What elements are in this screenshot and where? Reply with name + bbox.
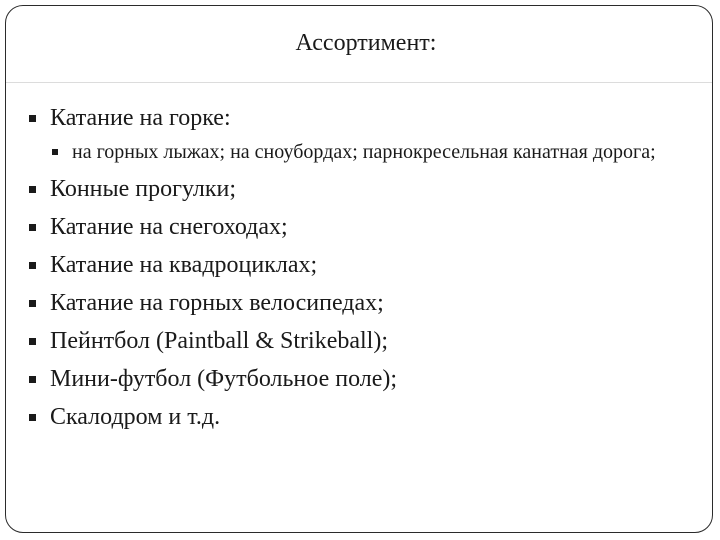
list-item-snowmobiles (28, 211, 698, 244)
square-bullet-icon (29, 300, 36, 307)
sub-list-item (50, 139, 698, 165)
sub-list (50, 139, 698, 165)
square-bullet-icon (29, 376, 36, 383)
list-item-label: Катание на снегоходах; (50, 214, 288, 240)
list-item-paintball (28, 325, 698, 358)
list-item-label: Конные прогулки; (50, 176, 237, 202)
square-bullet-icon (29, 224, 36, 231)
list-item-quad-bikes (28, 249, 698, 282)
list-item-label: Катание на квадроциклах; (50, 252, 318, 278)
list-item-mountain-bikes (28, 287, 698, 320)
slide-title: Ассортимент: (295, 30, 437, 56)
square-bullet-icon (29, 262, 36, 269)
list-item-label: Скалодром и т.д. (50, 404, 221, 430)
list-item-skiing-hill (28, 102, 698, 165)
square-bullet-icon (29, 186, 36, 193)
square-bullet-icon (29, 338, 36, 345)
list-item-label: Катание на горных велосипедах; (50, 290, 384, 316)
square-bullet-icon (29, 115, 36, 122)
list-item-label: Пейнтбол (Paintball & Strikeball); (50, 328, 388, 354)
sub-list-item-label: на горных лыжах; на сноубордах; парнокресельная канатная дорога; (72, 141, 656, 163)
bullet-list (28, 102, 698, 439)
list-item-climbing-wall (28, 401, 698, 434)
title-divider (6, 82, 712, 83)
list-item-horse-riding (28, 173, 698, 206)
list-item-mini-football (28, 363, 698, 396)
square-bullet-icon (29, 414, 36, 421)
square-bullet-icon (52, 149, 58, 155)
list-item-label: Мини-футбол (Футбольное поле); (50, 366, 398, 392)
list-item-label: Катание на горке: (50, 105, 231, 131)
